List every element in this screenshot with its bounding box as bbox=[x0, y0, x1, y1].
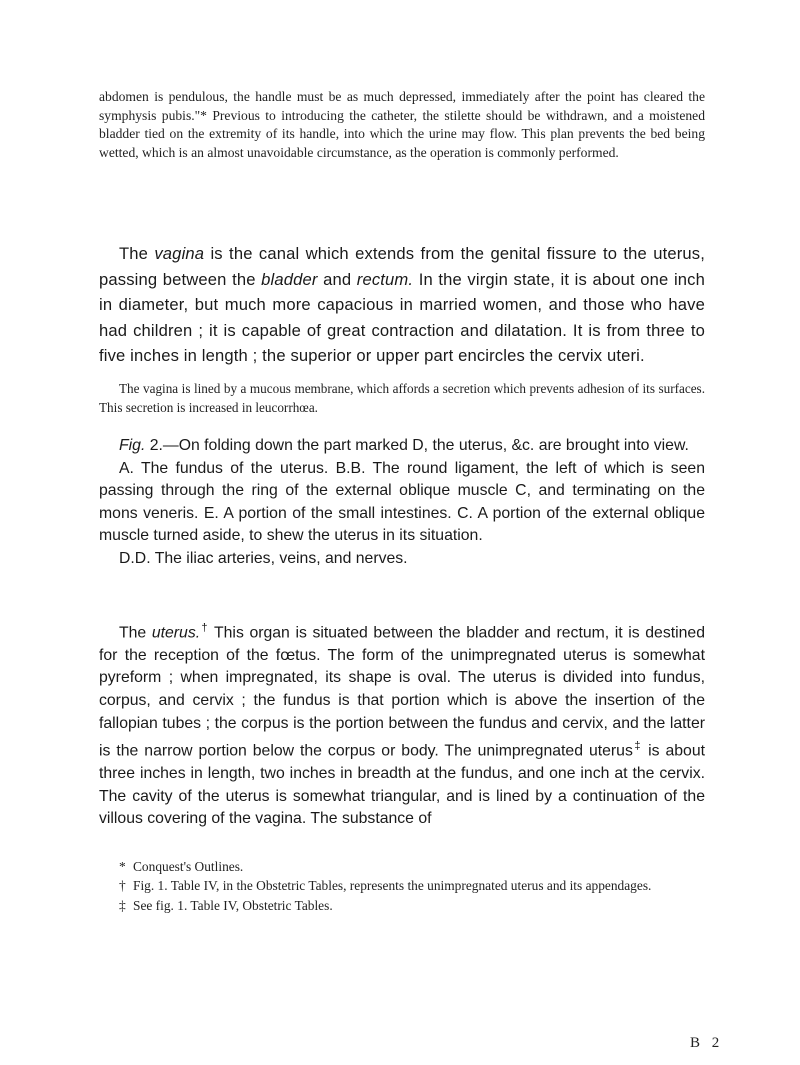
vagina-part1: The bbox=[119, 244, 155, 263]
footnote-3 bbox=[99, 896, 705, 915]
uterus-term: uterus. bbox=[151, 624, 201, 642]
vagina-paragraph bbox=[99, 241, 705, 369]
figure-intro-text: 2.—On folding down the part marked D, the uterus, &c. are brought into view. bbox=[145, 437, 689, 454]
footnote-2-text: Fig. 1. Table IV, in the Obstetric Tables, represents the unimpregnated uterus and its appendages. bbox=[133, 878, 652, 894]
vagina-part4: In the virgin state, it is about one inch in diameter, but much more capacious in married women, and those who have had children ; it is capable of great contraction and dilatation. It is from three to five inches in length ; the superior or upper part encircles the cervix uteri. bbox=[99, 269, 705, 366]
vagina-note-paragraph bbox=[99, 379, 705, 417]
vagina-part3: and bbox=[317, 269, 357, 289]
vagina-bladder: bladder bbox=[261, 269, 318, 289]
vagina-note-text: The vagina is lined by a mucous membrane, which affords a secretion which prevents adhesion of its surfaces. This secretion is increased in leucorrhœa. bbox=[99, 381, 705, 415]
figure-label: Fig. bbox=[119, 437, 146, 454]
footnote-1 bbox=[99, 857, 705, 876]
footnote-3-text: See fig. 1. Table IV, Obstetric Tables. bbox=[133, 897, 333, 913]
uterus-part2: is about three inches in length, two inches in breadth at the fundus, and one inch at the cervix. The cavity of the uterus is somewhat triangular, and is lined by a continuation of the villous covering of the vagina. The substance of bbox=[99, 742, 705, 828]
uterus-part1: This organ is situated between the bladder and rectum, it is destined for the reception of the fœtus. The form of the unimpregnated uterus is somewhat pyreform ; when impregnated, its shape is oval. The uterus is divided into fundus, corpus, and cervix ; the fundus is that portion which is above the insertion of the fallopian tubes ; the corpus is the portion between the fundus and cervix, and the latter is the narrow portion below the corpus or body. The unimpregnated uterus bbox=[99, 624, 705, 760]
uterus-text bbox=[99, 617, 705, 831]
intro-paragraph bbox=[99, 88, 705, 162]
footnote-2 bbox=[99, 876, 705, 895]
figure-item-d: D.D. The iliac arteries, veins, and nerves. bbox=[119, 549, 408, 567]
uterus-footnote-mark-2: ‡ bbox=[632, 740, 643, 753]
footnote-3-mark: ‡ bbox=[119, 897, 126, 913]
figure-item-a: A. The fundus of the uterus. B.B. The round ligament, the left of which is seen passing through the ring of the external oblique muscle C, and terminating on the mons veneris. E. A portion of the small intestines. C. A portion of the external oblique muscle turned aside, to shew the uterus in its situation. bbox=[99, 459, 705, 545]
figure-intro bbox=[99, 435, 705, 458]
figure-description bbox=[99, 435, 705, 571]
uterus-lead: The bbox=[119, 624, 152, 642]
footnote-2-mark: † bbox=[119, 878, 126, 894]
vagina-term: vagina bbox=[154, 244, 205, 263]
footnote-1-mark: * bbox=[119, 859, 126, 874]
vagina-rectum: rectum. bbox=[356, 269, 414, 289]
signature-mark: B 2 bbox=[690, 1035, 724, 1051]
uterus-footnote-mark-1: † bbox=[200, 622, 209, 634]
uterus-paragraph bbox=[99, 617, 705, 831]
vagina-part2: is the canal which extends from the genital fissure to the uterus, passing between the bbox=[99, 244, 705, 289]
vagina-text bbox=[99, 241, 705, 369]
footnote-1-text: Conquest's Outlines. bbox=[133, 859, 244, 874]
footnotes bbox=[99, 857, 705, 915]
intro-text: abdomen is pendulous, the handle must be as much depressed, immediately after the point has cleared the symphysis pubis."* Previous to introducing the catheter, the stilette should be withdrawn, and a moistened bladder tied on the extremity of its handle, into which the urine may flow. This plan prevents the bed being wetted, which is an almost unavoidable circumstance, as the operation is commonly performed. bbox=[99, 89, 705, 160]
